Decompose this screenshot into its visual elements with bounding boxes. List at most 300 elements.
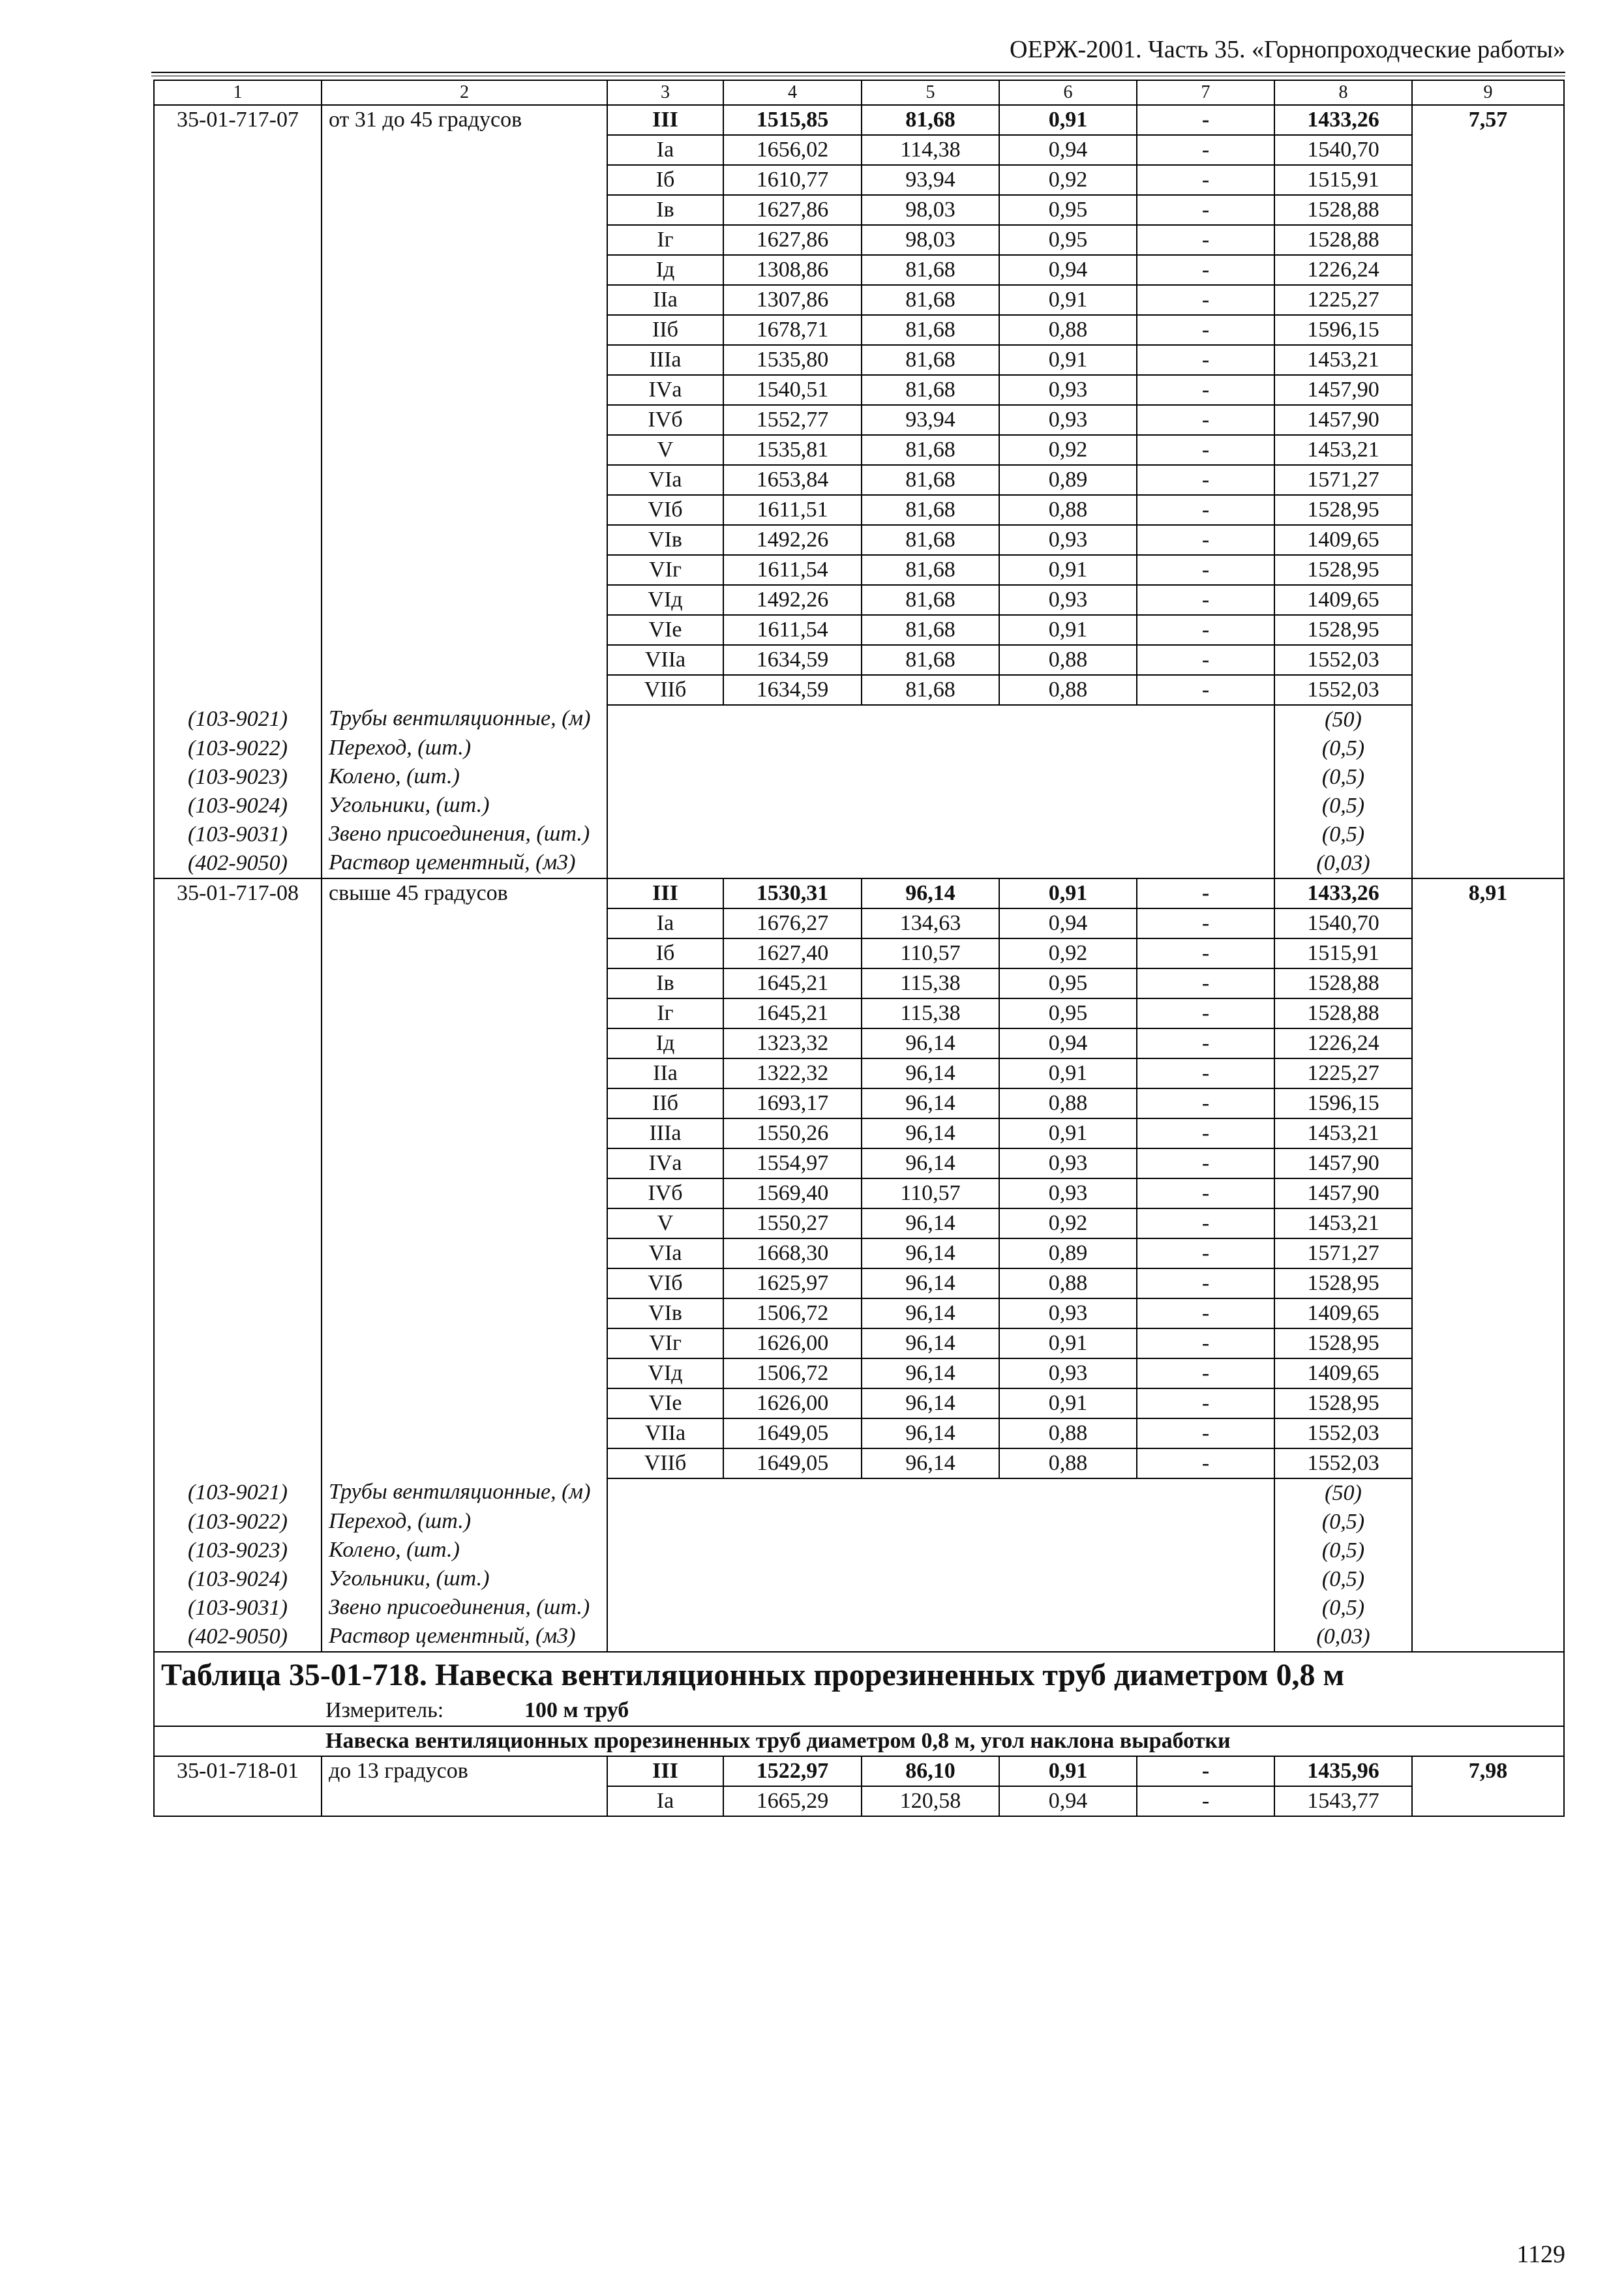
value-col8: 1435,96: [1274, 1756, 1412, 1786]
value-col5: 96,14: [862, 1388, 999, 1418]
value-col7: -: [1137, 555, 1274, 585]
empty-cell: [322, 465, 607, 495]
value-col8: 1552,03: [1274, 1418, 1412, 1448]
empty-cell: [1412, 255, 1564, 285]
zone-group: VIIб: [607, 1448, 723, 1478]
value-col5: 115,38: [862, 968, 999, 998]
empty-cell: [154, 1118, 322, 1148]
resource-row: [154, 1623, 1564, 1652]
empty-cell: [154, 165, 322, 195]
value-col6: 0,89: [999, 1238, 1137, 1268]
zone-group: VIг: [607, 1328, 723, 1358]
resource-row: [154, 763, 1564, 792]
empty-cell: [607, 734, 1274, 763]
value-col5: 86,10: [862, 1756, 999, 1786]
table-row: [154, 1058, 1564, 1088]
value-col6: 0,91: [999, 615, 1137, 645]
value-col8: 1528,88: [1274, 998, 1412, 1028]
table-row: [154, 405, 1564, 435]
value-col4: 1540,51: [723, 375, 862, 405]
value-col7: -: [1137, 1418, 1274, 1448]
value-col4: 1323,32: [723, 1028, 862, 1058]
value-col8: 1571,27: [1274, 465, 1412, 495]
empty-cell: [154, 1148, 322, 1178]
resource-name: Звено присоединения, (шт.): [322, 1594, 607, 1623]
value-col4: 1645,21: [723, 998, 862, 1028]
table-row: [154, 1786, 1564, 1816]
table-row: [154, 585, 1564, 615]
value-col4: 1550,27: [723, 1208, 862, 1238]
value-col7: -: [1137, 315, 1274, 345]
empty-cell: [154, 675, 322, 705]
resource-code: (103-9022): [154, 1508, 322, 1536]
value-col5: 81,68: [862, 255, 999, 285]
empty-cell: [1412, 849, 1564, 878]
column-number: 3: [607, 80, 723, 105]
value-col7: -: [1137, 1268, 1274, 1298]
zone-group: V: [607, 1208, 723, 1238]
value-col4: 1665,29: [723, 1786, 862, 1816]
table-row: [154, 435, 1564, 465]
empty-cell: [322, 1298, 607, 1328]
table-row: [154, 195, 1564, 225]
table-row: [154, 1208, 1564, 1238]
table-row: [154, 878, 1564, 908]
empty-cell: [1412, 1508, 1564, 1536]
value-col6: 0,92: [999, 1208, 1137, 1238]
empty-cell: [1412, 1358, 1564, 1388]
value-col7: -: [1137, 195, 1274, 225]
empty-cell: [322, 135, 607, 165]
table-title-row: [154, 1652, 1564, 1696]
empty-cell: [607, 1623, 1274, 1652]
value-col4: 1522,97: [723, 1756, 862, 1786]
resource-qty: (0,5): [1274, 1565, 1412, 1594]
empty-cell: [1412, 1786, 1564, 1816]
value-col7: -: [1137, 1208, 1274, 1238]
value-col5: 81,68: [862, 285, 999, 315]
value-col6: 0,95: [999, 998, 1137, 1028]
value-col6: 0,88: [999, 1418, 1137, 1448]
zone-group: IVа: [607, 375, 723, 405]
empty-cell: [1412, 908, 1564, 938]
table-row: [154, 1418, 1564, 1448]
value-col6: 0,93: [999, 1178, 1137, 1208]
header-divider: [151, 72, 1565, 73]
value-col4: 1530,31: [723, 878, 862, 908]
value-col4: 1634,59: [723, 675, 862, 705]
column-number: 7: [1137, 80, 1274, 105]
value-col7: -: [1137, 255, 1274, 285]
resource-row: [154, 1478, 1564, 1508]
value-col4: 1625,97: [723, 1268, 862, 1298]
value-col7: -: [1137, 285, 1274, 315]
empty-cell: [154, 1328, 322, 1358]
zone-group: VIв: [607, 1298, 723, 1328]
empty-cell: [322, 375, 607, 405]
empty-cell: [322, 1028, 607, 1058]
column-number: 9: [1412, 80, 1564, 105]
value-col5: 98,03: [862, 225, 999, 255]
value-col8: 1528,88: [1274, 195, 1412, 225]
table-row: [154, 968, 1564, 998]
empty-cell: [322, 1786, 607, 1816]
value-col7: -: [1137, 1786, 1274, 1816]
value-col8: 1528,95: [1274, 1268, 1412, 1298]
resource-qty: (0,5): [1274, 1536, 1412, 1565]
value-col7: -: [1137, 968, 1274, 998]
value-col4: 1308,86: [723, 255, 862, 285]
value-col4: 1645,21: [723, 968, 862, 998]
value-col6: 0,91: [999, 345, 1137, 375]
value-col8: 1409,65: [1274, 1298, 1412, 1328]
value-col7: -: [1137, 1148, 1274, 1178]
resource-qty: (50): [1274, 705, 1412, 734]
value-col8: 1225,27: [1274, 1058, 1412, 1088]
zone-group: Iг: [607, 225, 723, 255]
value-col8: 1528,95: [1274, 555, 1412, 585]
empty-cell: [1412, 1448, 1564, 1478]
zone-group: IIб: [607, 1088, 723, 1118]
empty-cell: [322, 1328, 607, 1358]
empty-cell: [1412, 705, 1564, 734]
measure-value: 100 м труб: [524, 1698, 629, 1722]
zone-group: Iа: [607, 135, 723, 165]
empty-cell: [607, 1536, 1274, 1565]
empty-cell: [1412, 375, 1564, 405]
value-col8: 1453,21: [1274, 1118, 1412, 1148]
value-col5: 81,68: [862, 495, 999, 525]
value-col6: 0,88: [999, 675, 1137, 705]
empty-cell: [607, 792, 1274, 820]
value-col9: 8,91: [1412, 878, 1564, 908]
table-row: [154, 165, 1564, 195]
empty-cell: [322, 615, 607, 645]
value-col7: -: [1137, 585, 1274, 615]
table-row: [154, 135, 1564, 165]
value-col5: 81,68: [862, 315, 999, 345]
empty-cell: [154, 405, 322, 435]
resource-qty: (0,5): [1274, 734, 1412, 763]
empty-cell: [607, 1594, 1274, 1623]
value-col7: -: [1137, 1298, 1274, 1328]
rate-description: до 13 градусов: [322, 1756, 607, 1786]
empty-cell: [322, 1388, 607, 1418]
value-col5: 96,14: [862, 1058, 999, 1088]
zone-group: V: [607, 435, 723, 465]
value-col8: 1457,90: [1274, 375, 1412, 405]
value-col8: 1552,03: [1274, 1448, 1412, 1478]
value-col6: 0,94: [999, 1028, 1137, 1058]
table-row: [154, 908, 1564, 938]
value-col7: -: [1137, 1088, 1274, 1118]
resource-code: (103-9023): [154, 763, 322, 792]
resource-code: (103-9021): [154, 1478, 322, 1508]
table-row: [154, 675, 1564, 705]
empty-cell: [322, 225, 607, 255]
table-subtitle: Навеска вентиляционных прорезиненных труб диаметром 0,8 м, угол наклона выработки: [154, 1726, 1564, 1756]
value-col7: -: [1137, 908, 1274, 938]
empty-cell: [1412, 792, 1564, 820]
table-row: [154, 555, 1564, 585]
value-col4: 1322,32: [723, 1058, 862, 1088]
value-col7: -: [1137, 938, 1274, 968]
value-col4: 1506,72: [723, 1298, 862, 1328]
value-col8: 1453,21: [1274, 1208, 1412, 1238]
table-row: [154, 1148, 1564, 1178]
value-col6: 0,88: [999, 1268, 1137, 1298]
value-col4: 1611,54: [723, 555, 862, 585]
rate-code: 35-01-718-01: [154, 1756, 322, 1786]
empty-cell: [322, 345, 607, 375]
zone-group: Iд: [607, 255, 723, 285]
value-col6: 0,94: [999, 135, 1137, 165]
empty-cell: [1412, 315, 1564, 345]
empty-cell: [322, 405, 607, 435]
value-col7: -: [1137, 1118, 1274, 1148]
resource-name: Трубы вентиляционные, (м): [322, 1478, 607, 1508]
value-col5: 110,57: [862, 1178, 999, 1208]
table-row: [154, 1178, 1564, 1208]
empty-cell: [1412, 1058, 1564, 1088]
zone-group: VIIа: [607, 645, 723, 675]
value-col4: 1649,05: [723, 1448, 862, 1478]
value-col8: 1552,03: [1274, 645, 1412, 675]
table-row: [154, 495, 1564, 525]
value-col4: 1535,81: [723, 435, 862, 465]
table-row: [154, 1118, 1564, 1148]
empty-cell: [607, 763, 1274, 792]
resource-row: [154, 734, 1564, 763]
value-col5: 96,14: [862, 1238, 999, 1268]
value-col6: 0,88: [999, 495, 1137, 525]
empty-cell: [154, 1058, 322, 1088]
resource-name: Раствор цементный, (м3): [322, 849, 607, 878]
empty-cell: [154, 645, 322, 675]
column-number: 1: [154, 80, 322, 105]
value-col6: 0,92: [999, 165, 1137, 195]
empty-cell: [322, 1148, 607, 1178]
column-number-row: [154, 80, 1564, 105]
value-col8: 1528,95: [1274, 495, 1412, 525]
value-col5: 81,68: [862, 675, 999, 705]
value-col7: -: [1137, 525, 1274, 555]
zone-group: Iа: [607, 908, 723, 938]
empty-cell: [154, 435, 322, 465]
empty-cell: [322, 1208, 607, 1238]
value-col7: -: [1137, 615, 1274, 645]
empty-cell: [322, 1118, 607, 1148]
table-row: [154, 1298, 1564, 1328]
table-row: [154, 105, 1564, 135]
value-col5: 96,14: [862, 1088, 999, 1118]
value-col4: 1515,85: [723, 105, 862, 135]
resource-qty: (0,5): [1274, 820, 1412, 849]
empty-cell: [322, 1268, 607, 1298]
value-col8: 1433,26: [1274, 878, 1412, 908]
empty-cell: [1412, 763, 1564, 792]
table-row: [154, 285, 1564, 315]
zone-group: VIIа: [607, 1418, 723, 1448]
table-row: [154, 255, 1564, 285]
table-row: [154, 465, 1564, 495]
empty-cell: [322, 1448, 607, 1478]
resource-qty: (0,03): [1274, 849, 1412, 878]
value-col8: 1226,24: [1274, 255, 1412, 285]
empty-cell: [154, 1786, 322, 1816]
empty-cell: [154, 938, 322, 968]
value-col5: 98,03: [862, 195, 999, 225]
empty-cell: [1412, 820, 1564, 849]
empty-cell: [1412, 1208, 1564, 1238]
value-col5: 81,68: [862, 615, 999, 645]
resource-name: Звено присоединения, (шт.): [322, 820, 607, 849]
empty-cell: [1412, 525, 1564, 555]
empty-cell: [154, 1298, 322, 1328]
empty-cell: [1412, 225, 1564, 255]
resource-code: (103-9031): [154, 1594, 322, 1623]
value-col4: 1649,05: [723, 1418, 862, 1448]
value-col8: 1552,03: [1274, 675, 1412, 705]
table-row: [154, 1448, 1564, 1478]
resource-row: [154, 1508, 1564, 1536]
empty-cell: [154, 195, 322, 225]
empty-cell: [1412, 405, 1564, 435]
value-col5: 96,14: [862, 1448, 999, 1478]
empty-cell: [1412, 1623, 1564, 1652]
empty-cell: [154, 495, 322, 525]
value-col4: 1678,71: [723, 315, 862, 345]
zone-group: IIа: [607, 285, 723, 315]
empty-cell: [154, 1358, 322, 1388]
empty-cell: [154, 998, 322, 1028]
zone-group: VIа: [607, 1238, 723, 1268]
zone-group: VIб: [607, 1268, 723, 1298]
empty-cell: [1412, 675, 1564, 705]
empty-cell: [1412, 1148, 1564, 1178]
value-col8: 1409,65: [1274, 585, 1412, 615]
value-col5: 96,14: [862, 1298, 999, 1328]
empty-cell: [1412, 1418, 1564, 1448]
value-col6: 0,94: [999, 908, 1137, 938]
value-col6: 0,91: [999, 1756, 1137, 1786]
value-col4: 1611,51: [723, 495, 862, 525]
value-col6: 0,93: [999, 375, 1137, 405]
empty-cell: [1412, 998, 1564, 1028]
value-col7: -: [1137, 435, 1274, 465]
value-col7: -: [1137, 645, 1274, 675]
table-row: [154, 1028, 1564, 1058]
value-col4: 1535,80: [723, 345, 862, 375]
value-col8: 1453,21: [1274, 345, 1412, 375]
value-col4: 1626,00: [723, 1388, 862, 1418]
table-row: [154, 375, 1564, 405]
empty-cell: [154, 1388, 322, 1418]
value-col7: -: [1137, 1238, 1274, 1268]
empty-cell: [322, 255, 607, 285]
value-col9: 7,98: [1412, 1756, 1564, 1786]
value-col6: 0,93: [999, 1148, 1137, 1178]
value-col5: 110,57: [862, 938, 999, 968]
value-col7: -: [1137, 1028, 1274, 1058]
resource-name: Угольники, (шт.): [322, 1565, 607, 1594]
zone-group: VIг: [607, 555, 723, 585]
value-col8: 1457,90: [1274, 1148, 1412, 1178]
resource-qty: (0,5): [1274, 763, 1412, 792]
table-row: [154, 998, 1564, 1028]
resource-row: [154, 1536, 1564, 1565]
empty-cell: [1412, 1388, 1564, 1418]
value-col9: 7,57: [1412, 105, 1564, 135]
empty-cell: [1412, 1088, 1564, 1118]
empty-cell: [154, 585, 322, 615]
resource-code: (103-9031): [154, 820, 322, 849]
resource-row: [154, 705, 1564, 734]
value-col4: 1656,02: [723, 135, 862, 165]
zone-group: Iг: [607, 998, 723, 1028]
empty-cell: [322, 908, 607, 938]
value-col4: 1492,26: [723, 585, 862, 615]
value-col8: 1225,27: [1274, 285, 1412, 315]
page-header-title: ОЕРЖ-2001. Часть 35. «Горнопроходческие работы»: [1010, 36, 1565, 63]
value-col6: 0,92: [999, 938, 1137, 968]
value-col7: -: [1137, 878, 1274, 908]
value-col6: 0,91: [999, 105, 1137, 135]
empty-cell: [1412, 345, 1564, 375]
empty-cell: [1412, 1118, 1564, 1148]
resource-code: (103-9022): [154, 734, 322, 763]
empty-cell: [1412, 1268, 1564, 1298]
value-col4: 1626,00: [723, 1328, 862, 1358]
empty-cell: [322, 315, 607, 345]
table-row: [154, 1358, 1564, 1388]
value-col5: 81,68: [862, 105, 999, 135]
zone-group: IIа: [607, 1058, 723, 1088]
value-col8: 1409,65: [1274, 1358, 1412, 1388]
table-row: [154, 225, 1564, 255]
value-col6: 0,91: [999, 1328, 1137, 1358]
value-col7: -: [1137, 165, 1274, 195]
value-col6: 0,94: [999, 1786, 1137, 1816]
resource-qty: (0,5): [1274, 792, 1412, 820]
value-col8: 1528,95: [1274, 1328, 1412, 1358]
value-col5: 81,68: [862, 465, 999, 495]
value-col8: 1571,27: [1274, 1238, 1412, 1268]
measure-label: Измеритель:: [325, 1698, 444, 1722]
empty-cell: [154, 1208, 322, 1238]
empty-cell: [322, 1418, 607, 1448]
resource-row: [154, 1594, 1564, 1623]
empty-cell: [607, 849, 1274, 878]
value-col4: 1506,72: [723, 1358, 862, 1388]
value-col5: 81,68: [862, 525, 999, 555]
value-col4: 1550,26: [723, 1118, 862, 1148]
empty-cell: [322, 1058, 607, 1088]
column-number: 6: [999, 80, 1137, 105]
empty-cell: [1412, 645, 1564, 675]
empty-cell: [154, 1238, 322, 1268]
column-number: 4: [723, 80, 862, 105]
empty-cell: [322, 645, 607, 675]
value-col6: 0,94: [999, 255, 1137, 285]
empty-cell: [1412, 1565, 1564, 1594]
empty-cell: [1412, 465, 1564, 495]
zone-group: Iд: [607, 1028, 723, 1058]
value-col8: 1540,70: [1274, 908, 1412, 938]
resource-code: (103-9023): [154, 1536, 322, 1565]
rate-description: от 31 до 45 градусов: [322, 105, 607, 135]
rate-code: 35-01-717-08: [154, 878, 322, 908]
